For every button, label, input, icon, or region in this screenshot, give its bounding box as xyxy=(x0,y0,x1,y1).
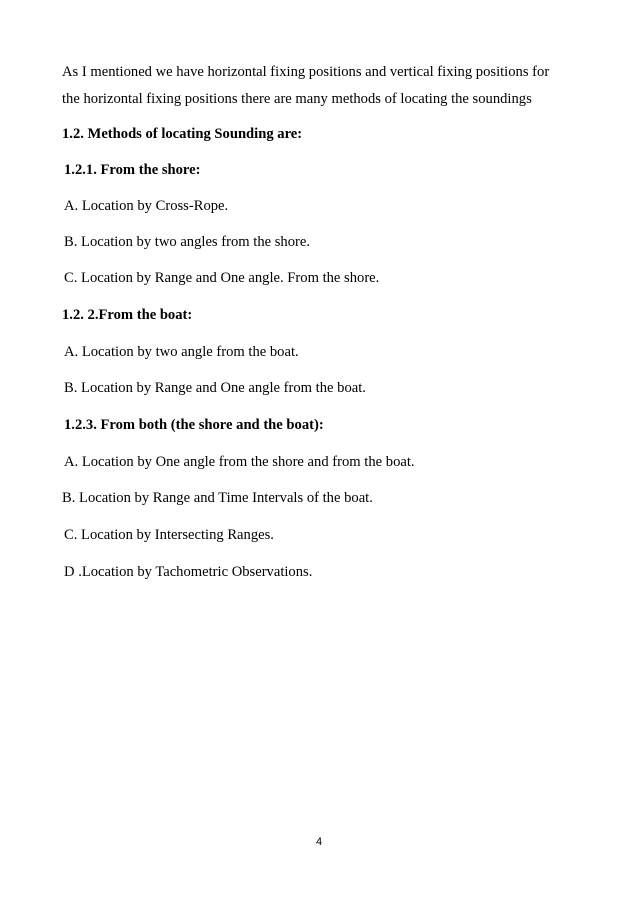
both-heading: 1.2.3. From both (the shore and the boat): xyxy=(64,417,324,433)
shore-heading: 1.2.1. From the shore: xyxy=(64,162,201,178)
both-item-b: B. Location by Range and Time Intervals of the boat. xyxy=(62,490,373,506)
section-heading: 1.2. Methods of locating Sounding are: xyxy=(62,126,303,142)
shore-item-a: A. Location by Cross-Rope. xyxy=(64,198,229,214)
intro-line-1: As I mentioned we have horizontal fixing positions and vertical fixing positions for xyxy=(62,64,550,80)
intro-line-2: the horizontal fixing positions there are many methods of locating the soundings xyxy=(62,91,532,107)
both-item-d: D .Location by Tachometric Observations. xyxy=(64,564,313,580)
both-item-c: C. Location by Intersecting Ranges. xyxy=(64,527,274,543)
shore-item-c: C. Location by Range and One angle. From the shore. xyxy=(64,270,380,286)
page-number: 4 xyxy=(315,836,323,848)
both-item-a: A. Location by One angle from the shore and from the boat. xyxy=(64,454,415,470)
boat-heading: 1.2. 2.From the boat: xyxy=(62,307,193,323)
boat-item-a: A. Location by two angle from the boat. xyxy=(64,344,299,360)
boat-item-b: B. Location by Range and One angle from the boat. xyxy=(64,380,366,396)
shore-item-b: B. Location by two angles from the shore. xyxy=(64,234,311,250)
